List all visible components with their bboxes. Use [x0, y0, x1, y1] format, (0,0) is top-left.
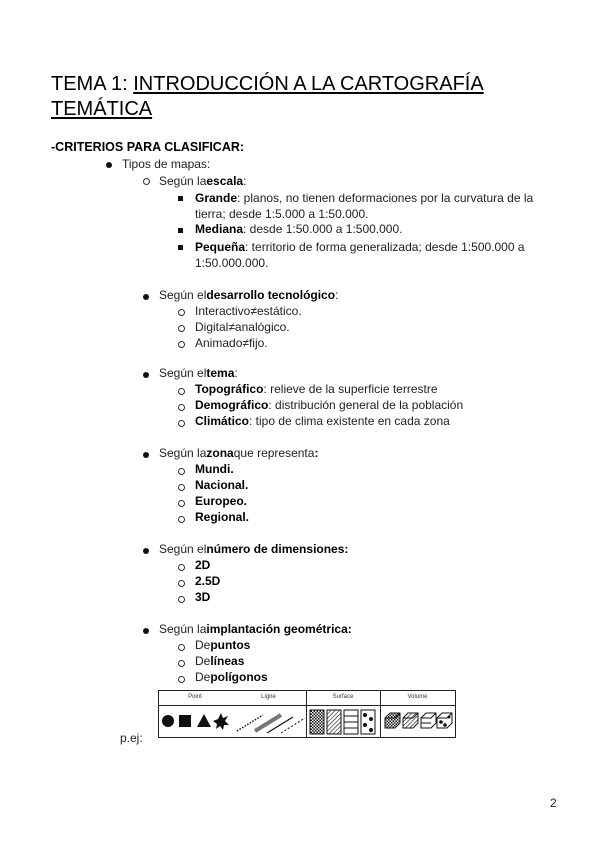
bullet-level3 [178, 388, 185, 395]
bullet-level3 [178, 309, 185, 316]
list-item-mediana: Mediana : desde 1:50.000 a 1:500.000. [195, 222, 403, 236]
list-item-lineas: De líneas [195, 654, 245, 668]
list-item-zona: Según la zona que representa : [159, 446, 319, 460]
list-item-tema: Según el tema : [159, 366, 238, 380]
list-item-3d: 3D [195, 590, 211, 604]
bullet-level3 [178, 676, 185, 683]
list-item-desarrollo: Según el desarrollo tecnológico : [159, 288, 339, 302]
list-item-demografico: Demográfico : distribución general de la población [195, 398, 464, 412]
list-item-regional: Regional. [195, 510, 250, 524]
circle-symbol-icon [162, 715, 174, 727]
list-item-digital: Digital≠analógico. [195, 320, 290, 334]
bullet-level1 [106, 162, 112, 168]
list-item-interactivo: Interactivo≠estático. [195, 304, 302, 318]
bullet-level3 [178, 468, 185, 475]
bullet-level3 [178, 404, 185, 411]
bullet-level2 [143, 294, 149, 300]
bullet-level3 [178, 484, 185, 491]
square-symbol-icon [179, 715, 191, 727]
surface-symbols-icon [310, 710, 375, 734]
list-item-europeo: Europeo. [195, 494, 248, 508]
bullet-level2 [143, 548, 149, 554]
page-title [51, 72, 531, 122]
list-item-poligonos: De polígonos [195, 670, 268, 684]
header-volume: Volume [407, 694, 428, 700]
list-item-tipos: Tipos de mapas: [122, 157, 211, 171]
list-item-topografico: Topográfico : relieve de la superficie terrestre [195, 382, 438, 396]
list-item-climatico: Climático : tipo de clima existente en cada zona [195, 414, 450, 428]
bullet-level2 [143, 452, 149, 458]
bullet-level3 [178, 644, 185, 651]
list-item-dimensiones: Según el número de dimensiones: [159, 542, 349, 556]
bullet-level2 [143, 372, 149, 378]
bullet-level3 [178, 341, 185, 348]
list-item-2-5d: 2.5D [195, 574, 221, 588]
section-heading: -CRITERIOS PARA CLASIFICAR: [51, 140, 245, 154]
list-item-escala: Según la escala : [159, 174, 247, 188]
list-item-nacional: Nacional. [195, 478, 249, 492]
implantation-figure [158, 690, 456, 738]
title-underlined: INTRODUCCIÓN A LA CARTOGRAFÍA TEMÁTICA [51, 73, 484, 120]
example-label: p.ej: [120, 731, 143, 745]
page-number: 2 [550, 796, 557, 810]
list-item-puntos: De puntos [195, 638, 251, 652]
triangle-symbol-icon [197, 714, 211, 727]
bullet-level3 [178, 228, 183, 233]
list-item-2d: 2D [195, 558, 211, 572]
header-ligne: Ligne [261, 694, 276, 700]
list-item-animado: Animado≠fijo. [195, 336, 268, 350]
list-item-implantacion: Según la implantación geométrica: [159, 622, 352, 636]
star-symbol-icon [213, 713, 229, 730]
bullet-level3 [178, 564, 185, 571]
bullet-level2 [143, 628, 149, 634]
title-prefix: TEMA 1: [51, 73, 134, 95]
bullet-level3 [178, 660, 185, 667]
bullet-level3 [178, 325, 185, 332]
list-item-grande: Grande: planos, no tienen deformaciones por la curvatura de la tierra; desde 1:5.000 a 1:50.000. [195, 191, 534, 221]
figure-symbols [159, 691, 455, 737]
bullet-level3 [178, 420, 185, 427]
bullet-level2 [143, 178, 150, 185]
bullet-level3 [178, 245, 183, 250]
bullet-level3 [178, 580, 185, 587]
bullet-level3 [178, 596, 185, 603]
header-surface: Surface [332, 694, 354, 700]
header-point: Point [188, 694, 202, 700]
list-item-pequena: Pequeña: territorio de forma generalizada; desde 1:500.000 a 1:50.000.000. [195, 240, 525, 270]
bullet-level3 [178, 516, 185, 523]
bullet-level3 [178, 196, 183, 201]
list-item-mundi: Mundi. [195, 462, 234, 476]
volume-symbols-icon [385, 713, 452, 728]
line-symbols-icon [237, 715, 305, 733]
bullet-level3 [178, 500, 185, 507]
